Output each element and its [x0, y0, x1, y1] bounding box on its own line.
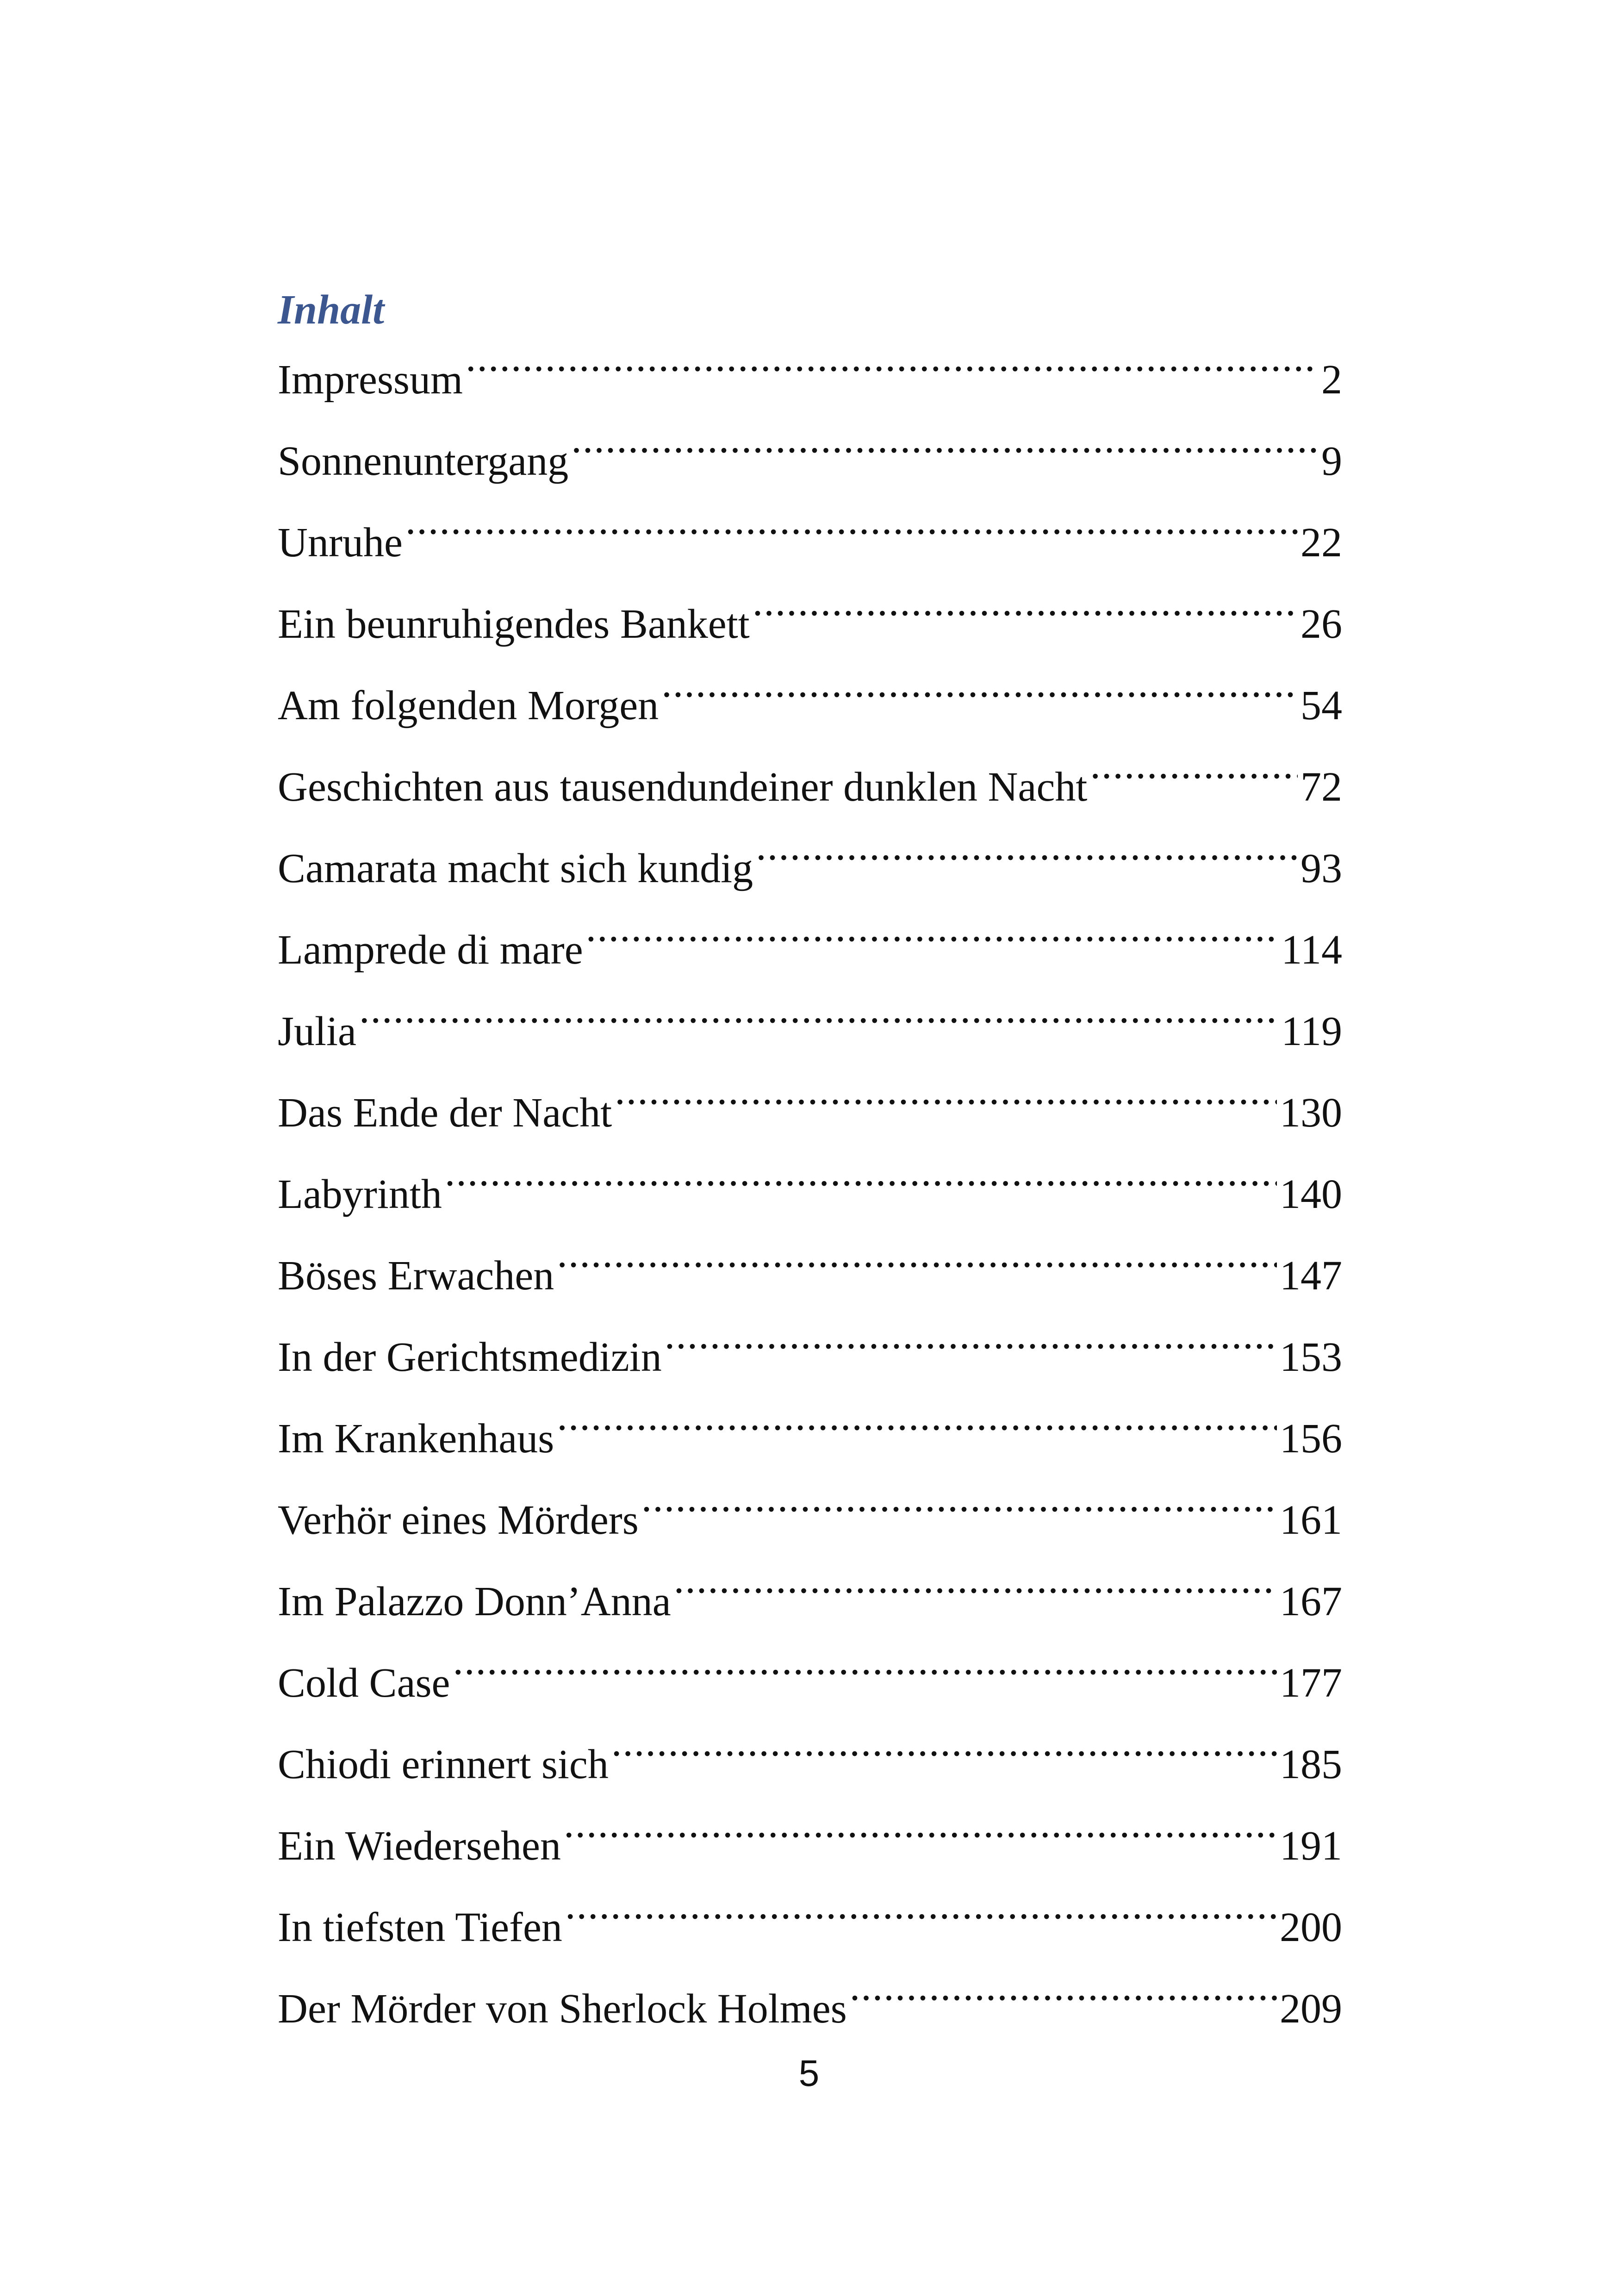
- toc-entry-page: 2: [1321, 357, 1342, 403]
- toc-entry[interactable]: [278, 1885, 1342, 1967]
- toc-entry-page: 209: [1280, 1986, 1342, 2032]
- table-of-contents: [278, 282, 1342, 2048]
- toc-entry[interactable]: [278, 989, 1342, 1071]
- toc-entry[interactable]: [278, 1071, 1342, 1152]
- dot-leader: [466, 338, 1319, 393]
- dot-leader: [611, 1723, 1277, 1778]
- toc-entry-title: Chiodi erinnert sich: [278, 1742, 609, 1787]
- toc-entry[interactable]: [278, 1560, 1342, 1641]
- toc-entry[interactable]: [278, 908, 1342, 989]
- toc-entry-page: 26: [1301, 601, 1342, 647]
- toc-heading: Inhalt: [278, 287, 385, 333]
- toc-entry[interactable]: [278, 1152, 1342, 1234]
- toc-entry-page: 140: [1280, 1171, 1342, 1217]
- toc-entry-title: Julia: [278, 1008, 356, 1054]
- toc-entry-page: 153: [1280, 1334, 1342, 1380]
- toc-entry[interactable]: [278, 338, 1342, 419]
- toc-list: [278, 338, 1342, 2048]
- toc-entry-title: Impressum: [278, 357, 463, 403]
- toc-entry-title: Im Krankenhaus: [278, 1416, 554, 1462]
- toc-entry-title: Böses Erwachen: [278, 1253, 554, 1299]
- toc-entry-title: Das Ende der Nacht: [278, 1090, 612, 1136]
- toc-entry-page: 177: [1280, 1660, 1342, 1706]
- toc-entry-title: Unruhe: [278, 520, 403, 566]
- dot-leader: [615, 1071, 1277, 1126]
- toc-entry[interactable]: [278, 664, 1342, 745]
- toc-entry-title: Der Mörder von Sherlock Holmes: [278, 1986, 847, 2032]
- dot-leader: [557, 1397, 1277, 1452]
- dot-leader: [1090, 745, 1298, 801]
- dot-leader: [405, 501, 1298, 556]
- toc-entry-title: Geschichten aus tausendundeiner dunklen Nacht: [278, 764, 1088, 810]
- toc-entry[interactable]: [278, 1723, 1342, 1804]
- dot-leader: [445, 1152, 1277, 1208]
- toc-entry[interactable]: [278, 1641, 1342, 1723]
- toc-entry-page: 185: [1280, 1742, 1342, 1787]
- dot-leader: [641, 1478, 1277, 1534]
- toc-entry[interactable]: [278, 1478, 1342, 1560]
- toc-entry-title: Ein beunruhigendes Bankett: [278, 601, 750, 647]
- page-number: 5: [798, 2053, 820, 2094]
- dot-leader: [564, 1804, 1277, 1860]
- toc-entry-page: 119: [1281, 1008, 1342, 1054]
- dot-leader: [753, 582, 1298, 638]
- toc-entry[interactable]: [278, 1967, 1342, 2048]
- toc-entry-title: Sonnenuntergang: [278, 438, 569, 484]
- dot-leader: [850, 1967, 1277, 2022]
- toc-entry[interactable]: [278, 827, 1342, 908]
- toc-entry[interactable]: [278, 1315, 1342, 1397]
- dot-leader: [586, 908, 1279, 964]
- toc-entry-title: In der Gerichtsmedizin: [278, 1334, 662, 1380]
- toc-entry-page: 130: [1280, 1090, 1342, 1136]
- dot-leader: [661, 664, 1298, 719]
- toc-entry-page: 167: [1280, 1579, 1342, 1624]
- toc-entry-page: 93: [1301, 846, 1342, 891]
- toc-entry[interactable]: [278, 1804, 1342, 1885]
- toc-entry-title: Camarata macht sich kundig: [278, 846, 753, 891]
- toc-entry-title: In tiefsten Tiefen: [278, 1904, 562, 1950]
- toc-entry-page: 22: [1301, 520, 1342, 566]
- toc-entry[interactable]: [278, 1234, 1342, 1315]
- toc-entry[interactable]: [278, 1397, 1342, 1478]
- dot-leader: [665, 1315, 1277, 1371]
- toc-entry[interactable]: [278, 582, 1342, 664]
- toc-entry-page: 156: [1280, 1416, 1342, 1462]
- dot-leader: [565, 1885, 1277, 1941]
- dot-leader: [571, 419, 1319, 475]
- toc-entry[interactable]: [278, 745, 1342, 827]
- toc-entry-page: 161: [1280, 1497, 1342, 1543]
- toc-entry-page: 191: [1280, 1823, 1342, 1869]
- toc-entry-page: 54: [1301, 683, 1342, 728]
- toc-entry-title: Lamprede di mare: [278, 927, 583, 973]
- toc-entry-title: Labyrinth: [278, 1171, 442, 1217]
- toc-entry-title: Ein Wiedersehen: [278, 1823, 561, 1869]
- toc-entry-page: 72: [1301, 764, 1342, 810]
- toc-entry-title: Cold Case: [278, 1660, 450, 1706]
- toc-entry[interactable]: [278, 419, 1342, 501]
- dot-leader: [453, 1641, 1277, 1697]
- dot-leader: [557, 1234, 1277, 1289]
- toc-entry-title: Verhör eines Mörders: [278, 1497, 639, 1543]
- toc-entry-title: Im Palazzo Donn’Anna: [278, 1579, 671, 1624]
- toc-entry-page: 147: [1280, 1253, 1342, 1299]
- toc-entry-page: 114: [1281, 927, 1342, 973]
- dot-leader: [674, 1560, 1277, 1615]
- toc-entry[interactable]: [278, 501, 1342, 582]
- toc-entry-title: Am folgenden Morgen: [278, 683, 659, 728]
- toc-entry-page: 200: [1280, 1904, 1342, 1950]
- dot-leader: [756, 827, 1298, 882]
- dot-leader: [359, 989, 1278, 1045]
- toc-entry-page: 9: [1321, 438, 1342, 484]
